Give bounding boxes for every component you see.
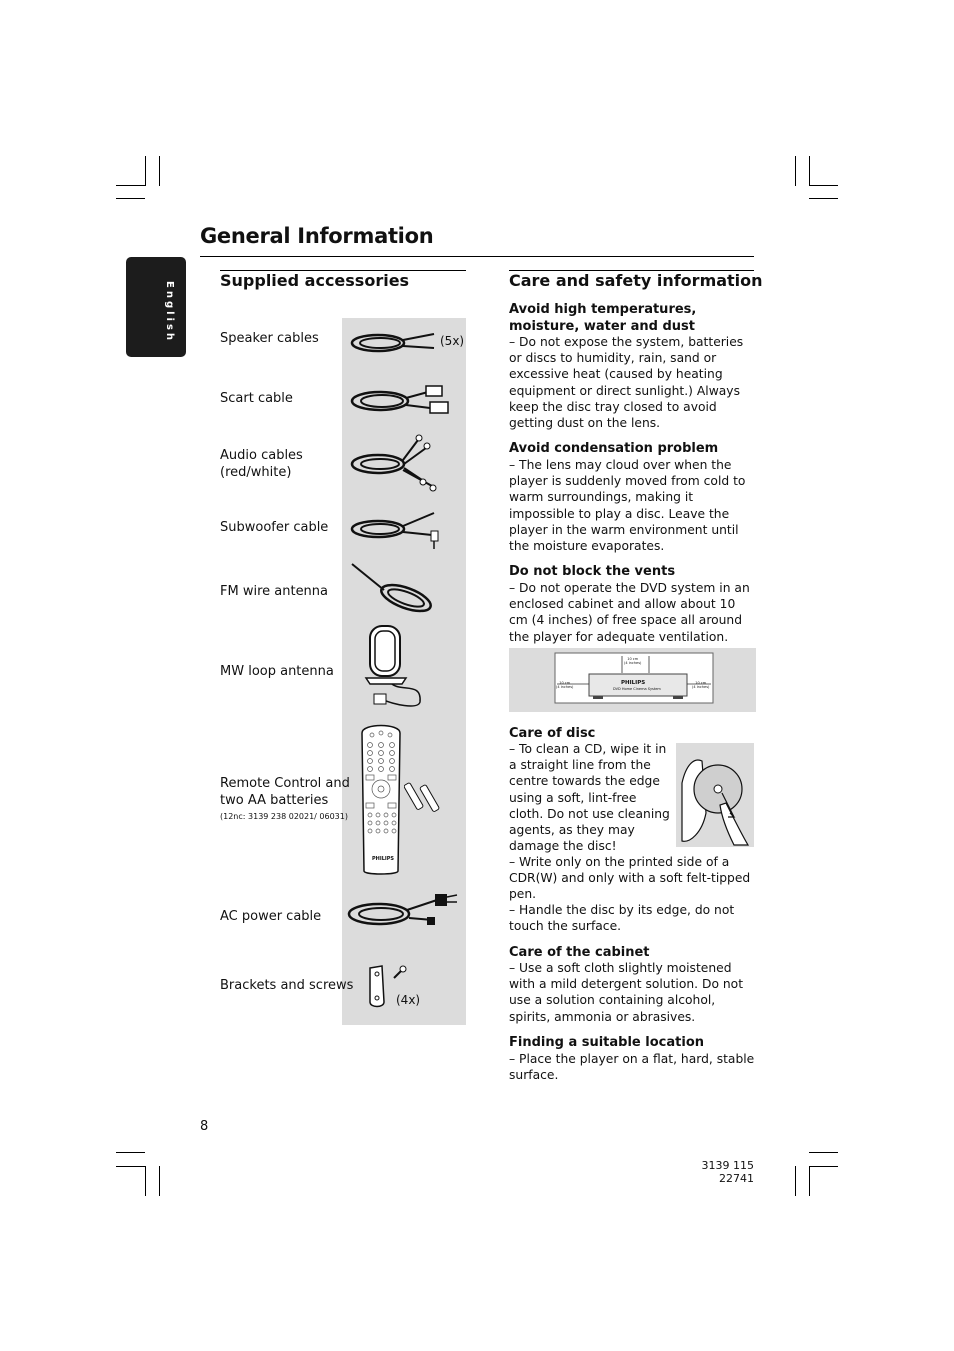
section-heading-disc: Care of disc [509,726,596,741]
accessory-label-audio-cables: Audio cables (red/white) [220,448,303,480]
brackets-qty: (4x) [396,993,421,1007]
accessory-label-speaker-cables: Speaker cables [220,331,319,346]
page-title: General Information [200,224,434,248]
section-body-temperature: – Do not expose the system, batteries or discs to humidity, rain, sand or excessive heat (caused by heating equipment or direct sunlight.) Always keep the disc tray closed to avoid getting dust on the lens. [509,335,744,431]
language-tab [126,257,186,357]
remote-part-number: (12nc: 3139 238 02021/ 06031) [220,812,348,821]
crop-mark [809,156,810,186]
title-divider [200,256,754,257]
accessory-label-brackets: Brackets and screws [220,978,354,993]
section-body-vents: – Do not operate the DVD system in an enclosed cabinet and allow about 10 cm (4 inches) of free space all around the player for adequate ventilation. [509,581,750,644]
document-code: 3139 115 22741 [701,1159,754,1185]
vent-right-label: 10 cm (4 inches) [692,681,710,689]
section-body-disc: – To clean a CD, wipe it in a straight line from the centre towards the edge using a soft, lint-free cloth. Do not use cleaning agents, as they may damage the disc! [509,742,670,854]
crop-mark [809,1166,838,1167]
crop-mark [145,156,146,186]
crop-mark [795,1166,796,1196]
section-heading-location: Finding a suitable location [509,1035,704,1050]
crop-mark [145,1166,146,1196]
section-body-location: – Place the player on a flat, hard, stable surface. [509,1052,755,1083]
disc-cleaning-illustration [676,743,754,847]
ventilation-diagram [509,648,756,712]
remote-control-icon [358,721,404,877]
section-heading-vents: Do not block the vents [509,564,676,579]
vent-left-label: 10 cm (4 inches) [556,681,574,689]
subwoofer-cable-icon [348,505,444,551]
fm-antenna-icon [348,560,438,618]
scart-cable-icon [348,380,454,420]
disc-cleaning-drawing [676,743,754,847]
accessory-label-scart-cable: Scart cable [220,391,293,406]
aa-battery-icon [404,778,444,820]
section-body-cabinet: – Use a soft cloth slightly moistened with a mild detergent solution. Do not use a solution containing alcohol, spirits, ammonia or abrasives. [509,961,744,1024]
crop-mark [795,156,796,186]
crop-mark [116,185,145,186]
language-tab-label: English [164,281,175,344]
accessory-label-subwoofer-cable: Subwoofer cable [220,520,329,535]
section-body-disc-write: – Write only on the printed side of a CDR(W) and only with a soft felt-tipped pen. [509,855,751,902]
audio-cables-icon [348,430,438,494]
ac-power-cable-icon [345,890,463,934]
section-body-disc-handle: – Handle the disc by its edge, do not touch the surface. [509,903,735,934]
remote-brand: PHILIPS [372,856,395,862]
accessory-label-mw-antenna: MW loop antenna [220,664,334,679]
crop-mark [159,156,160,186]
crop-mark [809,1166,810,1196]
crop-mark [809,185,838,186]
page-number: 8 [200,1119,209,1134]
vent-brand: PHILIPS [621,680,646,686]
accessories-heading: Supplied accessories [220,271,410,290]
crop-mark [809,198,838,199]
crop-mark [809,1152,838,1153]
vent-top-label: 10 cm (4 inches) [624,657,642,665]
section-heading-cabinet: Care of the cabinet [509,945,650,960]
care-heading: Care and safety information [509,271,763,290]
speaker-cable-icon [348,326,438,358]
crop-mark [116,1152,145,1153]
crop-mark [159,1166,160,1196]
section-heading-temperature: Avoid high temperatures, moisture, water and dust [509,302,697,334]
vent-model: DVD Home Cinema System [613,687,661,691]
accessory-label-remote: Remote Control and two AA batteries [220,776,350,808]
crop-mark [116,198,145,199]
mw-loop-antenna-icon [362,622,432,714]
section-heading-condensation: Avoid condensation problem [509,441,719,456]
accessory-label-fm-antenna: FM wire antenna [220,584,329,599]
crop-mark [116,1166,145,1167]
bracket-screw-icon [364,962,410,1010]
accessory-label-ac-power: AC power cable [220,909,322,924]
section-body-condensation: – The lens may cloud over when the player is suddenly moved from cold to warm surroundings, making it impossible to play a disc. Leave the player in the warm environment until the moisture evaporates. [509,458,746,554]
speaker-cables-qty: (5x) [440,334,465,348]
